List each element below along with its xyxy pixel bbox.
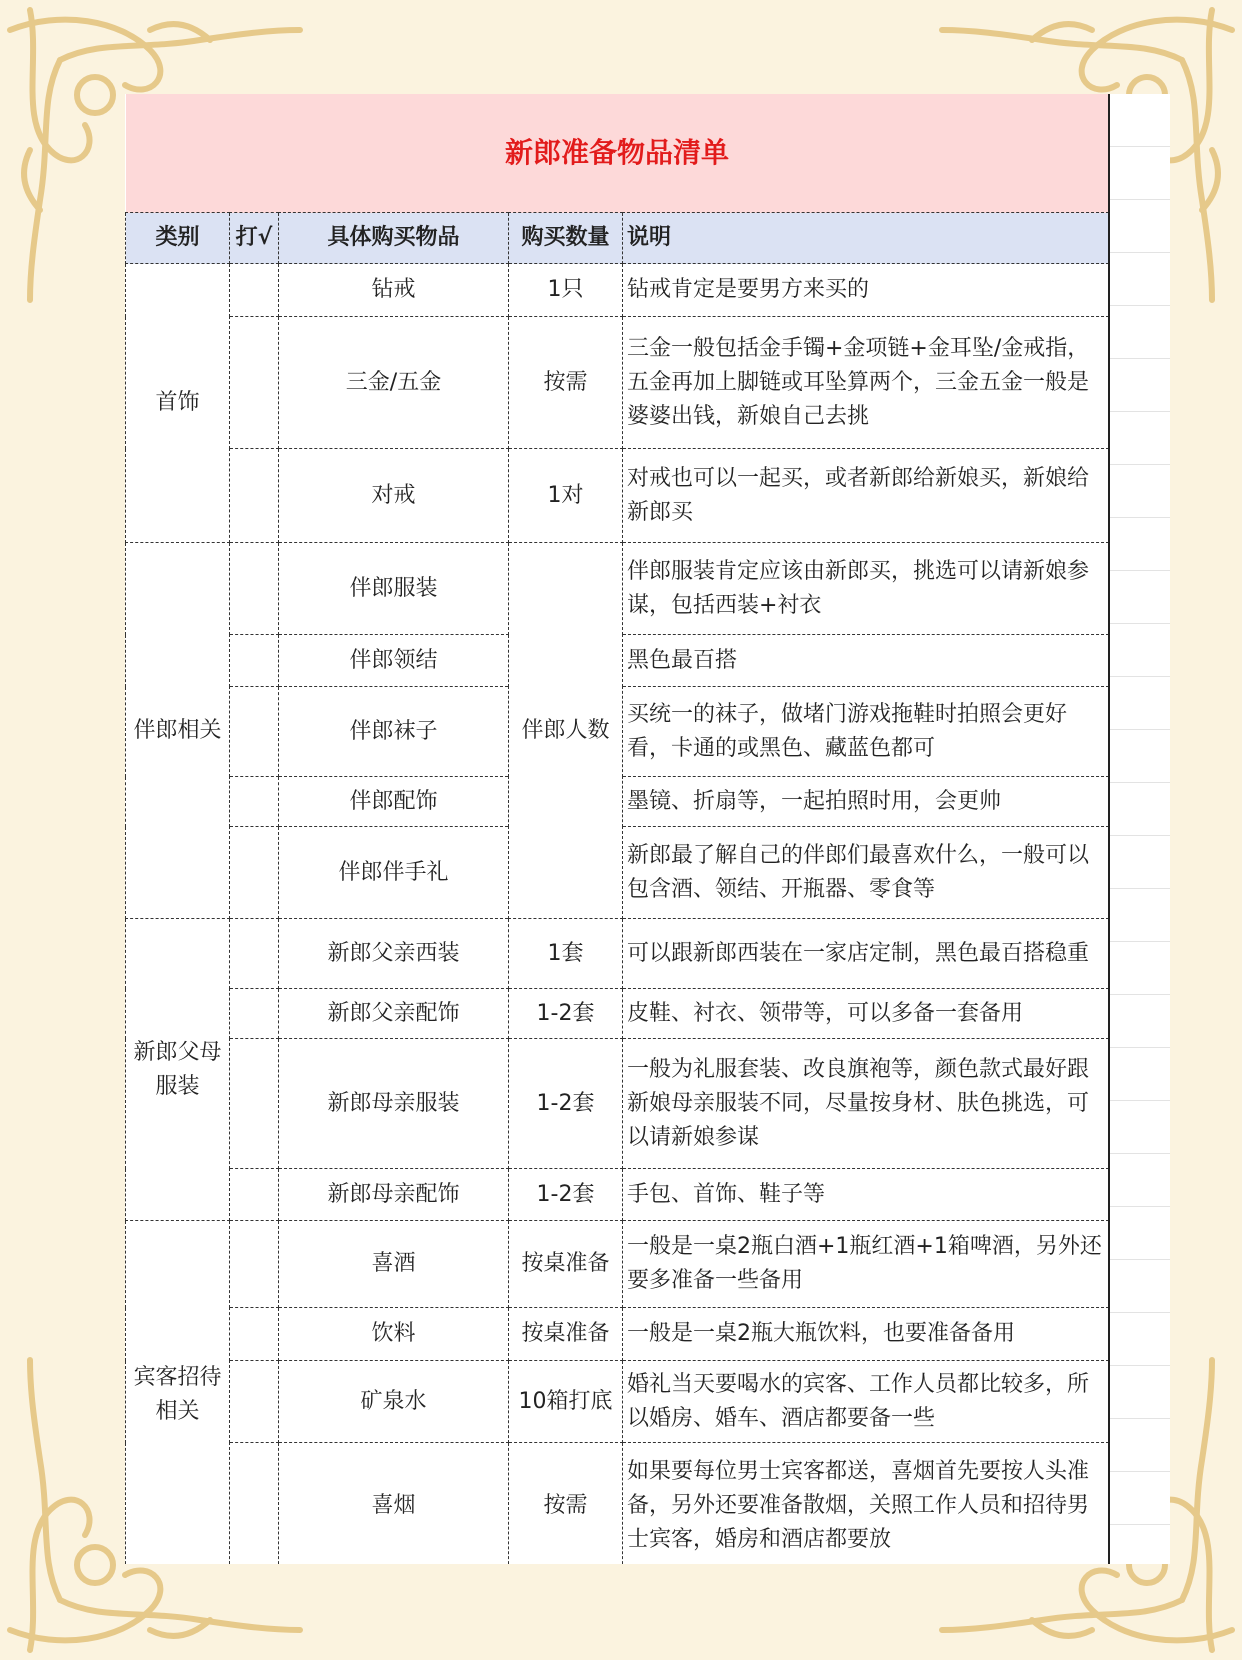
check-cell[interactable] (230, 1443, 279, 1565)
check-cell[interactable] (230, 687, 279, 777)
check-cell[interactable] (230, 1221, 279, 1308)
header-quantity: 购买数量 (509, 213, 623, 264)
quantity-cell: 按需 (509, 317, 623, 449)
table-row (126, 1169, 1109, 1221)
item-cell: 新郎母亲配饰 (279, 1169, 509, 1221)
quantity-cell: 1-2套 (509, 1039, 623, 1169)
note-cell: 一般是一桌2瓶大瓶饮料，也要准备备用 (623, 1308, 1109, 1361)
sheet-title: 新郎准备物品清单 (126, 94, 1109, 213)
shopping-list-table (125, 94, 1109, 1564)
item-cell: 对戒 (279, 449, 509, 543)
note-cell: 买统一的袜子，做堵门游戏拖鞋时拍照会更好看，卡通的或黑色、藏蓝色都可 (623, 687, 1109, 777)
table-row (126, 1443, 1109, 1565)
category-cell: 伴郎相关 (126, 543, 230, 919)
quantity-cell: 伴郎人数 (509, 543, 623, 919)
table-row (126, 264, 1109, 317)
check-cell[interactable] (230, 1039, 279, 1169)
item-cell: 三金/五金 (279, 317, 509, 449)
item-cell: 钻戒 (279, 264, 509, 317)
check-cell[interactable] (230, 264, 279, 317)
item-cell: 伴郎配饰 (279, 777, 509, 827)
item-cell: 新郎父亲配饰 (279, 989, 509, 1039)
table-row (126, 989, 1109, 1039)
item-cell: 喜酒 (279, 1221, 509, 1308)
spreadsheet (125, 94, 1170, 1564)
check-cell[interactable] (230, 989, 279, 1039)
note-cell: 手包、首饰、鞋子等 (623, 1169, 1109, 1221)
quantity-cell: 1套 (509, 919, 623, 989)
check-cell[interactable] (230, 543, 279, 635)
table-row (126, 449, 1109, 543)
check-cell[interactable] (230, 1169, 279, 1221)
quantity-cell: 按桌准备 (509, 1221, 623, 1308)
note-cell: 新郎最了解自己的伴郎们最喜欢什么，一般可以包含酒、领结、开瓶器、零食等 (623, 827, 1109, 919)
table-row (126, 317, 1109, 449)
quantity-cell: 按桌准备 (509, 1308, 623, 1361)
note-cell: 三金一般包括金手镯+金项链+金耳坠/金戒指，五金再加上脚链或耳坠算两个，三金五金一般是婆婆出钱，新娘自己去挑 (623, 317, 1109, 449)
quantity-cell: 1对 (509, 449, 623, 543)
note-cell: 伴郎服装肯定应该由新郎买，挑选可以请新娘参谋，包括西装+衬衣 (623, 543, 1109, 635)
check-cell[interactable] (230, 919, 279, 989)
table-row (126, 1308, 1109, 1361)
check-cell[interactable] (230, 1308, 279, 1361)
table-row (126, 1039, 1109, 1169)
table-row (126, 543, 1109, 635)
header-category: 类别 (126, 213, 230, 264)
quantity-cell: 1只 (509, 264, 623, 317)
check-cell[interactable] (230, 449, 279, 543)
item-cell: 伴郎服装 (279, 543, 509, 635)
note-cell: 钻戒肯定是要男方来买的 (623, 264, 1109, 317)
check-cell[interactable] (230, 1361, 279, 1443)
check-cell[interactable] (230, 777, 279, 827)
header-check: 打√ (230, 213, 279, 264)
note-cell: 墨镜、折扇等，一起拍照时用，会更帅 (623, 777, 1109, 827)
category-cell: 宾客招待相关 (126, 1221, 230, 1565)
quantity-cell: 1-2套 (509, 1169, 623, 1221)
check-cell[interactable] (230, 827, 279, 919)
quantity-cell: 按需 (509, 1443, 623, 1565)
note-cell: 一般是一桌2瓶白酒+1瓶红酒+1箱啤酒，另外还要多准备一些备用 (623, 1221, 1109, 1308)
empty-sheet-column (1108, 94, 1170, 1564)
item-cell: 伴郎伴手礼 (279, 827, 509, 919)
note-cell: 如果要每位男士宾客都送，喜烟首先要按人头准备，另外还要准备散烟，关照工作人员和招待男士宾客，婚房和酒店都要放 (623, 1443, 1109, 1565)
note-cell: 可以跟新郎西装在一家店定制，黑色最百搭稳重 (623, 919, 1109, 989)
header-item: 具体购买物品 (279, 213, 509, 264)
category-cell: 新郎父母服装 (126, 919, 230, 1221)
note-cell: 黑色最百搭 (623, 635, 1109, 687)
table-row (126, 919, 1109, 989)
category-cell: 首饰 (126, 264, 230, 543)
item-cell: 新郎母亲服装 (279, 1039, 509, 1169)
table-row (126, 1361, 1109, 1443)
item-cell: 新郎父亲西装 (279, 919, 509, 989)
item-cell: 伴郎领结 (279, 635, 509, 687)
check-cell[interactable] (230, 635, 279, 687)
quantity-cell: 1-2套 (509, 989, 623, 1039)
header-note: 说明 (623, 213, 1109, 264)
check-cell[interactable] (230, 317, 279, 449)
item-cell: 伴郎袜子 (279, 687, 509, 777)
item-cell: 喜烟 (279, 1443, 509, 1565)
quantity-cell: 10箱打底 (509, 1361, 623, 1443)
item-cell: 矿泉水 (279, 1361, 509, 1443)
note-cell: 一般为礼服套装、改良旗袍等，颜色款式最好跟新娘母亲服装不同，尽量按身材、肤色挑选，可以请新娘参谋 (623, 1039, 1109, 1169)
item-cell: 饮料 (279, 1308, 509, 1361)
note-cell: 对戒也可以一起买，或者新郎给新娘买，新娘给新郎买 (623, 449, 1109, 543)
note-cell: 婚礼当天要喝水的宾客、工作人员都比较多，所以婚房、婚车、酒店都要备一些 (623, 1361, 1109, 1443)
note-cell: 皮鞋、衬衣、领带等，可以多备一套备用 (623, 989, 1109, 1039)
table-row (126, 1221, 1109, 1308)
